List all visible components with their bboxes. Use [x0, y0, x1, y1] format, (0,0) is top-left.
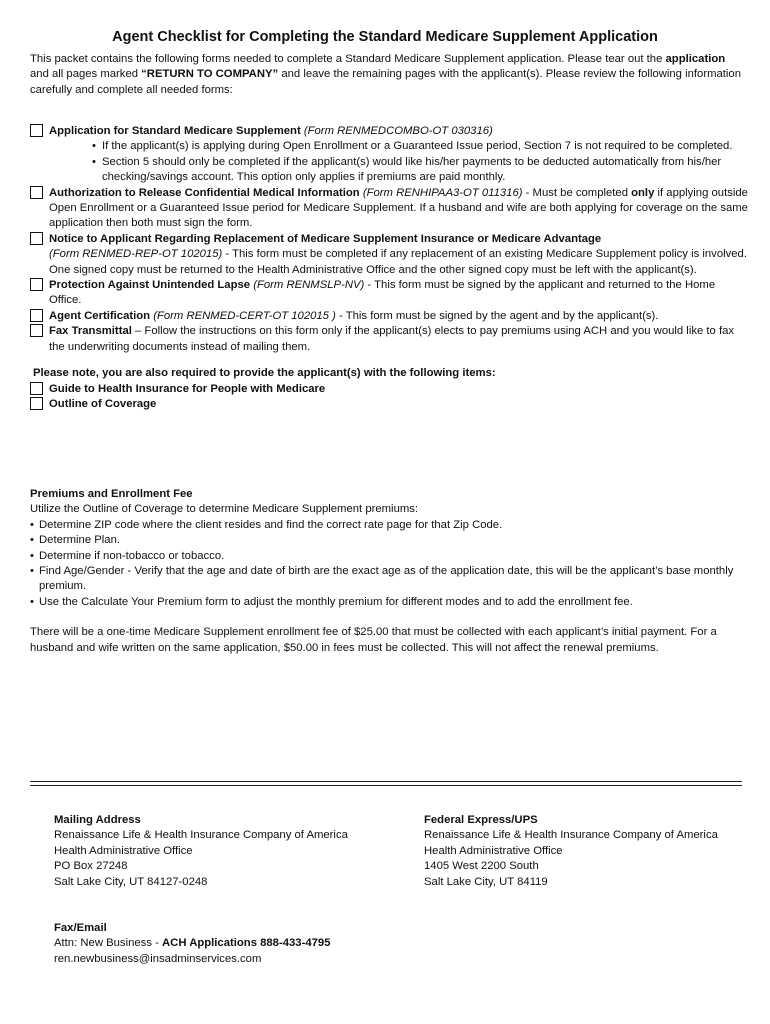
checkbox[interactable] [30, 278, 43, 291]
address-line: PO Box 27248 [54, 860, 128, 873]
mailing-address-heading: Mailing Address [54, 814, 141, 826]
item-name: Protection Against Unintended Lapse [49, 279, 251, 292]
fax-attn-line [54, 936, 454, 951]
list-item: • Determine ZIP code where the client resides and find the correct rate page for that Zip Code. [30, 518, 748, 533]
checkbox[interactable] [30, 324, 43, 337]
item-form-number: (Form RENMED-REP-OT 102015) [49, 248, 223, 261]
checklist-item-outline [30, 397, 748, 412]
divider [30, 785, 742, 786]
checklist-item-application [30, 124, 748, 186]
checklist-item-guide [30, 382, 748, 397]
fedex-address-heading: Federal Express/UPS [424, 814, 538, 826]
premiums-steps [30, 518, 748, 610]
item-name: Outline of Coverage [49, 397, 157, 410]
item-form-number: (Form RENHIPAA3-OT 011316) [359, 186, 523, 199]
item-description: - Must be completed [522, 186, 632, 199]
intro-text-2: and all pages marked [30, 68, 142, 81]
item-form-number: (Form RENMED-CERT-OT 102015 ) [150, 309, 336, 322]
checklist-item-replacement-notice [30, 232, 748, 278]
premiums-section [30, 487, 748, 656]
address-line: Salt Lake City, UT 84127-0248 [54, 875, 208, 888]
item-name: Agent Certification [49, 309, 151, 322]
list-item: • Section 5 should only be completed if the applicant(s) would like his/her payments to be deducted automatically from his/her checking/savings account. This option only applies if premiums are paid monthly. [92, 155, 748, 186]
list-item: • If the applicant(s) is applying during Open Enrollment or a Guaranteed Issue period, Section 7 is not required to be completed. [92, 139, 748, 154]
item-form-number: (Form RENMEDCOMBO-OT 030316) [300, 125, 493, 137]
mailing-address [54, 813, 394, 890]
item-description: - This form must be completed if any replacement of an existing Medicare Supplement policy is involved. One signed copy must be returned to the Health Administrative Office and the other signed copy must be left with the applicant(s). [49, 248, 747, 276]
enrollment-fee-paragraph: There will be a one-time Medicare Supplement enrollment fee of $25.00 that must be collected with each applicant’s initial payment. For a husband and wife written on the same application, $50.00 in fees must be collected. This will not affect the renewal premiums. [30, 626, 717, 654]
address-line: Renaissance Life & Health Insurance Company of America [424, 829, 718, 842]
checkbox[interactable] [30, 232, 43, 245]
checklist-item-lapse-protection [30, 278, 748, 309]
email-address[interactable]: ren.newbusiness@insadminservices.com [54, 952, 262, 965]
item-name: Notice to Applicant Regarding Replacement of Medicare Supplement Insurance or Medicare Advantage [49, 232, 602, 245]
address-line: 1405 West 2200 South [424, 860, 539, 873]
address-line: Health Administrative Office [424, 844, 563, 857]
checkbox[interactable] [30, 397, 43, 410]
checkbox[interactable] [30, 309, 43, 322]
premiums-heading: Premiums and Enrollment Fee [30, 488, 193, 500]
item-name: Application for Standard Medicare Supplement [49, 125, 301, 137]
fedex-address [424, 813, 764, 890]
forms-checklist [30, 124, 748, 412]
item-description: – Follow the instructions on this form only if the applicant(s) elects to pay premiums using ACH and you would like to fax the underwriting documents instead of mailing them. [49, 325, 735, 353]
checkbox[interactable] [30, 124, 43, 137]
page-title: Agent Checklist for Completing the Standard Medicare Supplement Application [112, 29, 658, 45]
item-description: - This form must be signed by the agent and by the applicant(s). [335, 309, 659, 322]
item-description: - This form must be signed by the applicant and returned to the Home Office. [49, 279, 716, 307]
list-item: • Determine if non-tobacco or tobacco. [30, 549, 748, 564]
item-description-2: if applying outside Open Enrollment or a Guaranteed Issue period for Medicare Supplement. If a husband and wife are both applying for coverage on the same application then both must sign the form. [49, 186, 748, 230]
intro-paragraph [30, 52, 745, 98]
intro-bold-return: “RETURN TO COMPANY” [141, 68, 279, 81]
checklist-item-authorization [30, 186, 748, 232]
fax-attn-label: Attn: New Business - [54, 937, 162, 950]
item-name: Authorization to Release Confidential Medical Information [49, 186, 360, 199]
premiums-lead: Utilize the Outline of Coverage to determine Medicare Supplement premiums: [30, 503, 419, 516]
intro-bold-application: application [665, 53, 726, 65]
checklist-item-agent-certification [30, 309, 748, 324]
address-line: Renaissance Life & Health Insurance Company of America [54, 829, 348, 842]
checklist-item-fax-transmittal [30, 324, 748, 355]
fax-email-block [54, 921, 454, 967]
intro-text-3: and leave the remaining pages with the applicant(s). Please review the following information carefully and complete all needed forms: [30, 68, 741, 96]
fax-email-heading: Fax/Email [54, 922, 107, 934]
item-form-number: (Form RENMSLP-NV) [250, 279, 365, 292]
item-name: Guide to Health Insurance for People with Medicare [49, 382, 326, 395]
intro-text-1: This packet contains the following forms needed to complete a Standard Medicare Supplement application. Please tear out the [30, 53, 666, 65]
divider [30, 781, 742, 782]
address-line: Salt Lake City, UT 84119 [424, 875, 548, 888]
note-heading: Please note, you are also required to provide the applicant(s) with the following items: [33, 367, 496, 380]
list-item: • Use the Calculate Your Premium form to adjust the monthly premium for different modes and to add the enrollment fee. [30, 595, 748, 610]
list-item: • Find Age/Gender - Verify that the age and date of birth are the exact age as of the application date, this will be the applicant’s base monthly premium. [30, 564, 748, 595]
fax-number: ACH Applications 888-433-4795 [162, 937, 331, 950]
checkbox[interactable] [30, 382, 43, 395]
address-line: Health Administrative Office [54, 844, 193, 857]
list-item: • Determine Plan. [30, 533, 748, 548]
item-description-bold: only [631, 186, 655, 199]
checkbox[interactable] [30, 186, 43, 199]
item-bullets [49, 139, 748, 185]
item-name: Fax Transmittal [49, 325, 132, 338]
